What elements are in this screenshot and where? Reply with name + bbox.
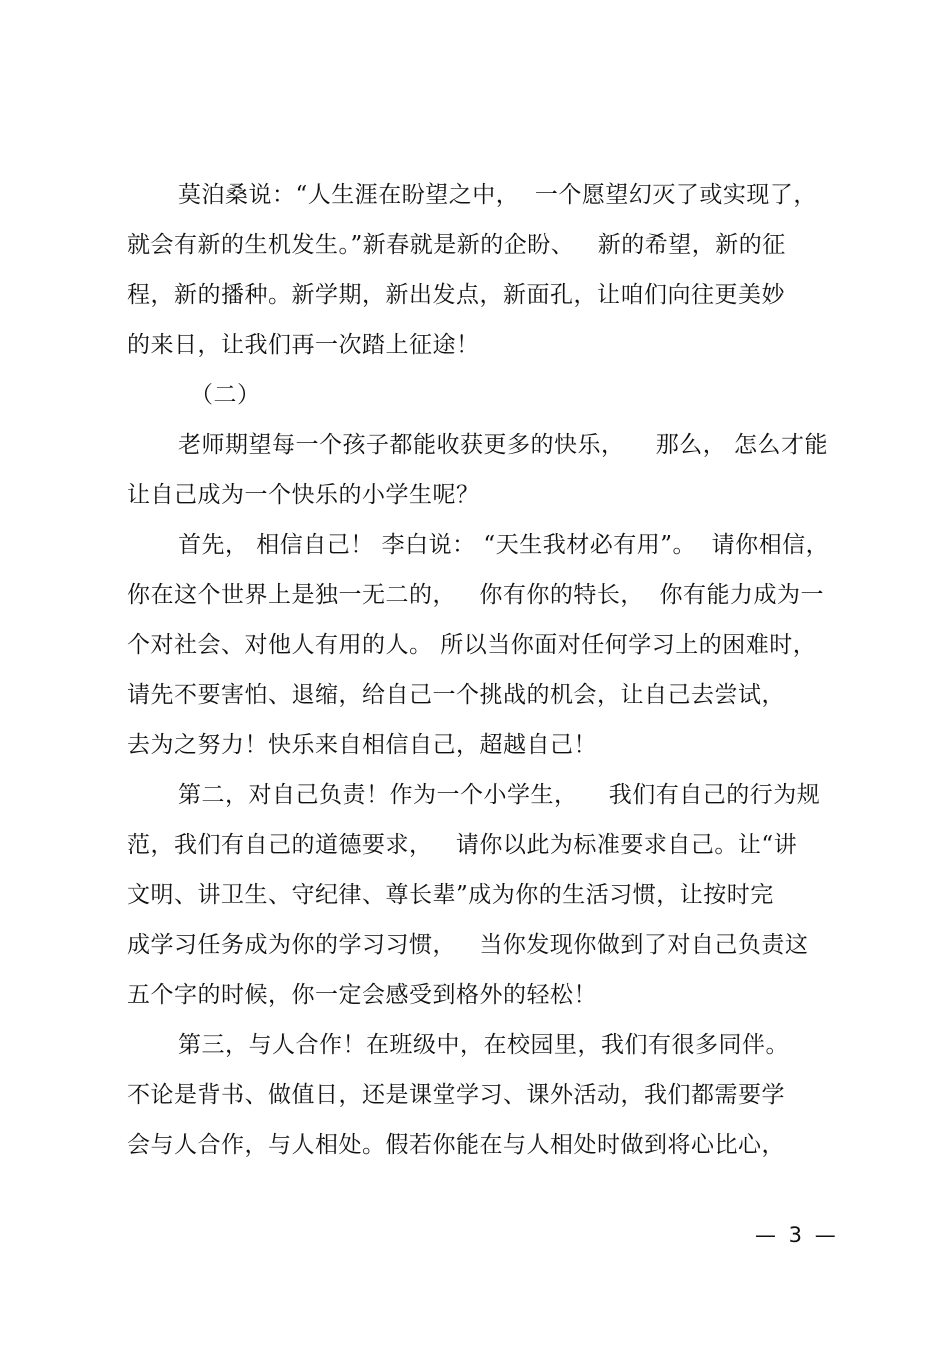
text-line: 老师期望每一个孩子都能收获更多的快乐， 那么， 怎么才能 — [178, 432, 829, 458]
text-line: 个对社会、对他人有用的人。 所以当你面对任何学习上的困难时， — [127, 632, 817, 658]
text-line: 莫泊桑说：“人生涯在盼望之中， 一个愿望幻灭了或实现了， — [178, 182, 817, 208]
section-heading: （二） — [190, 382, 261, 408]
text-line: 不论是背书、做值日，还是课堂学习、课外活动，我们都需要学 — [127, 1082, 785, 1108]
text-line: 范，我们有自己的道德要求， 请你以此为标准要求自己。让“讲 — [127, 832, 798, 858]
text-line: 成学习任务成为你的学习习惯， 当你发现你做到了对自己负责这 — [127, 932, 809, 958]
text-line: 首先， 相信自己！ 李白说： “天生我材必有用”。 请你相信， — [178, 532, 830, 558]
text-line: 程，新的播种。新学期，新出发点，新面孔，让咱们向往更美妙 — [127, 282, 785, 308]
text-line: 你在这个世界上是独一无二的， 你有你的特长， 你有能力成为一 — [127, 582, 825, 608]
text-line: 文明、讲卫生、守纪律、尊长辈”成为你的生活习惯，让按时完 — [127, 882, 774, 908]
text-line: 五个字的时候，你一定会感受到格外的轻松！ — [127, 982, 597, 1008]
page-number: — 3 — — [755, 1223, 839, 1247]
text-line: 的来日，让我们再一次踏上征途！ — [127, 332, 480, 358]
text-line: 请先不要害怕、退缩，给自己一个挑战的机会，让自己去尝试， — [127, 682, 785, 708]
text-line: 让自己成为一个快乐的小学生呢？ — [127, 482, 480, 508]
text-line: 第三，与人合作！在班级中，在校园里，我们有很多同伴。 — [178, 1032, 789, 1058]
text-line: 去为之努力！快乐来自相信自己，超越自己！ — [127, 732, 597, 758]
text-line: 就会有新的生机发生。”新春就是新的企盼、 新的希望，新的征 — [127, 232, 786, 258]
text-line: 第二，对自己负责！作为一个小学生， 我们有自己的行为规 — [178, 782, 821, 808]
text-line: 会与人合作，与人相处。假若你能在与人相处时做到将心比心， — [127, 1132, 785, 1158]
